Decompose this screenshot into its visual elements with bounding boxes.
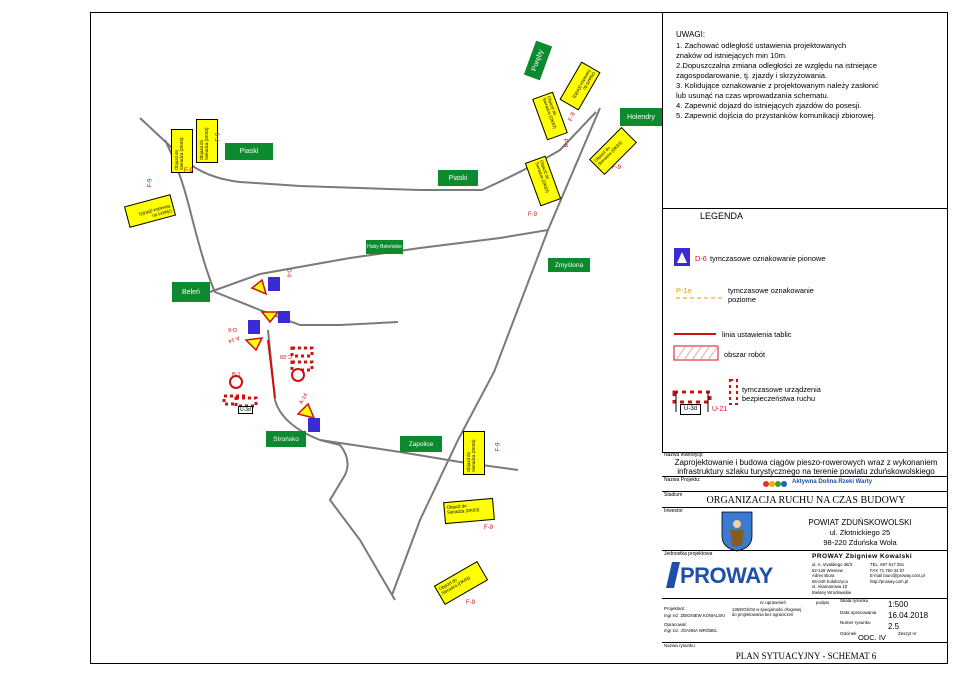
coat-of-arms-icon <box>720 510 754 552</box>
tb-rule <box>662 598 948 599</box>
note-item: 4. Zapewnić dojazd do istniejących zjazdów do posesji. <box>676 101 862 110</box>
sign-label-f9: F-9 <box>612 165 621 171</box>
place-belen: Beleń <box>172 282 210 302</box>
tb-drawing-no-label: Numer rysunku <box>840 620 871 625</box>
sign-label-u3d: U-3d <box>240 407 251 413</box>
tb-section-label: Odcinek <box>840 631 857 636</box>
legend-d6-text: tymczasowe oznakowanie pionowe <box>710 254 826 263</box>
tb-investment: Zaprojektowanie i budowa ciągów pieszo-rowerowych wraz z wykonaniem infrastruktury szlaku turystycznego na terenie powiatu zduńskowolskiego <box>674 458 938 476</box>
note-item: 2.Dopuszczalna zmiana odległości ze względu na istniejące zagospodarowanie, tj. zjazdy i skrzyżowania. <box>676 61 877 80</box>
place-stronsko: Strońsko <box>266 431 306 447</box>
tb-drawing-name-label: Nazwa rysunku <box>664 643 695 648</box>
legend-devices-text: tymczasowe urządzenia bezpieczeństwa ruchu <box>742 385 821 403</box>
detour-sign: Objazd do Sieradza (DK83) <box>196 119 218 163</box>
tb-stage: ORGANIZACJA RUCHU NA CZAS BUDOWY <box>706 495 906 506</box>
tb-col-date: Data opracowania <box>840 610 877 615</box>
sign-label-a14: A-14 <box>227 334 241 344</box>
tb-company-contact: TEL. 697 917 251 FAX 71 750 34 67 E-mail biuro@proway.com.pl http://proway.com.pl <box>870 562 925 584</box>
project-logo-icon <box>760 478 790 490</box>
place-piaski-1: Piaski <box>225 143 273 160</box>
sign-label-f9: F-9 <box>561 138 568 148</box>
tb-col-scale: Skala rysunku <box>840 598 869 603</box>
place-zmyslona: Zmyślona <box>548 258 590 272</box>
tb-drawing-no: 2.5 <box>888 622 900 631</box>
legend-title: LEGENDA <box>700 211 744 221</box>
sign-label-f9: F-9 <box>466 600 475 606</box>
detour-sign: Objazd do Sieradza (DK83) <box>525 156 561 207</box>
sign-label-f9: F-9 <box>568 111 577 123</box>
legend-u3d-code: U-3d <box>680 404 701 415</box>
tb-col-permit: nr uprawnień <box>760 600 787 605</box>
tb-investment-label: Nazwa inwestycji: <box>664 452 704 458</box>
detour-sign: Objazd do Sieradza (DK83) <box>434 561 488 605</box>
tb-designer-label: Projektant : <box>664 606 687 611</box>
note-item: 3. Kolidujące oznakowanie z projektowanym należy zasłonić lub usunąć na czas wprowadzania schematu. <box>676 81 879 100</box>
note-item: 1. Zachować odległość ustawienia projektowanych znaków od istniejących min 10m. <box>676 41 847 60</box>
tb-scale: 1:500 <box>888 600 909 609</box>
sign-label-a14: A-14 <box>298 392 310 406</box>
tb-rule <box>662 491 948 492</box>
detour-sign: Objazd do Sieradza (DK83) <box>589 127 637 175</box>
tb-project-label: Nazwa Projektu: <box>664 477 701 483</box>
detour-sign: Objazd do Sieradza (DK83) <box>443 498 495 524</box>
tb-section: ODC. IV <box>858 633 886 642</box>
tb-company-name: PROWAY Zbigniew Kowalski <box>812 553 913 560</box>
legend-area-text: obszar robót <box>724 350 766 359</box>
legend-u21-code: U-21 <box>712 406 728 413</box>
tb-stage-label: Stadium <box>664 492 683 498</box>
sign-label-f9: F-9 <box>215 132 222 142</box>
sign-label-f9: F-9 <box>184 168 193 174</box>
tb-rule <box>662 476 948 477</box>
tb-designer-permit: 136/DOŚ/04 w specjalności drogowej do projektowania bez ograniczeń <box>732 607 802 617</box>
tb-drawing-name: PLAN SYTUACYJNY - SCHEMAT 6 <box>735 651 877 661</box>
sign-label-c20: C-20 <box>280 353 292 359</box>
sign-label-d6: D-6 <box>285 268 292 278</box>
sign-label-f9: F-9 <box>484 525 493 531</box>
detour-sign: Objazd do Sieradza (DK83) <box>559 61 600 110</box>
tb-rule <box>662 507 948 508</box>
legend-line-text: linia ustawienia tablic <box>722 330 792 339</box>
detour-sign: Objazd do Sieradza (DK83) <box>124 194 176 228</box>
tb-company-addr: ul. A. Vivaldiego 38/3 62-129 Wieniew Adres Biura 65-040 Kołobrzyca ul. Akamanowa 10 Bielany Wrocławskie <box>812 562 853 595</box>
detour-sign: Objazd do Sieradza (DK83) <box>171 129 193 173</box>
note-item: 5. Zapewnić dojścia do przystanków komunikacji zbiorowej. <box>676 111 876 120</box>
sign-label-b1: B-1 <box>232 372 241 378</box>
place-holendry: Holendry <box>620 108 662 126</box>
tb-investor-line2: ul. Złotnickiego 25 <box>829 528 891 537</box>
tb-drafter: mgr inż. JOANNA WRÓBEL <box>664 628 718 633</box>
tb-investor-line1: POWIAT ZDUŃSKOWOLSKI <box>808 518 912 527</box>
tb-investor-line3: 98-220 Zduńska Wola <box>823 538 897 547</box>
tb-sheet-label: Zeszyt nr <box>898 631 917 636</box>
legend-p1e-text: tymczasowe oznakowanie poziome <box>728 286 814 304</box>
proway-logo-icon <box>666 562 680 588</box>
tb-drafter-label: Opracował: <box>664 622 687 627</box>
place-poreby: Poręby <box>524 41 552 81</box>
tb-col-signature: podpis <box>816 600 830 605</box>
tb-rule <box>662 642 948 643</box>
sign-label-f9: F-9 <box>147 178 154 188</box>
place-piaski-2: Piaski <box>438 170 478 186</box>
tb-date: 16.04.2018 <box>888 611 929 620</box>
sign-label-f9: F-9 <box>528 212 537 218</box>
notes-title: UWAGI: <box>676 30 706 39</box>
detour-sign: Objazd do Sieradza (DK83) <box>532 92 568 141</box>
tb-company-logo: PROWAY <box>680 563 773 588</box>
guide-post-icon <box>730 380 737 404</box>
detour-sign: Objazd do Sieradza (DK83) <box>463 431 485 475</box>
sign-label-d6: D-6 <box>228 326 237 332</box>
legend-d6-code: D-6 <box>695 254 707 263</box>
legend-p1e-code: P-1e <box>676 286 692 295</box>
sign-label-f9: F-9 <box>495 442 502 452</box>
place-huby: Huby Beleńskie <box>366 240 403 254</box>
tb-design-unit-label: Jednostka projektowa <box>664 551 713 557</box>
tb-investor-label: Inwestor <box>664 508 683 514</box>
tb-designer: mgr inż. ZBIGNIEW KOWALSKI <box>664 613 726 618</box>
tb-project-logo: Aktywna Dolina Rzeki Warty <box>792 479 873 485</box>
place-zapolice: Zapolice <box>400 436 442 452</box>
barrier-icon <box>674 392 710 402</box>
